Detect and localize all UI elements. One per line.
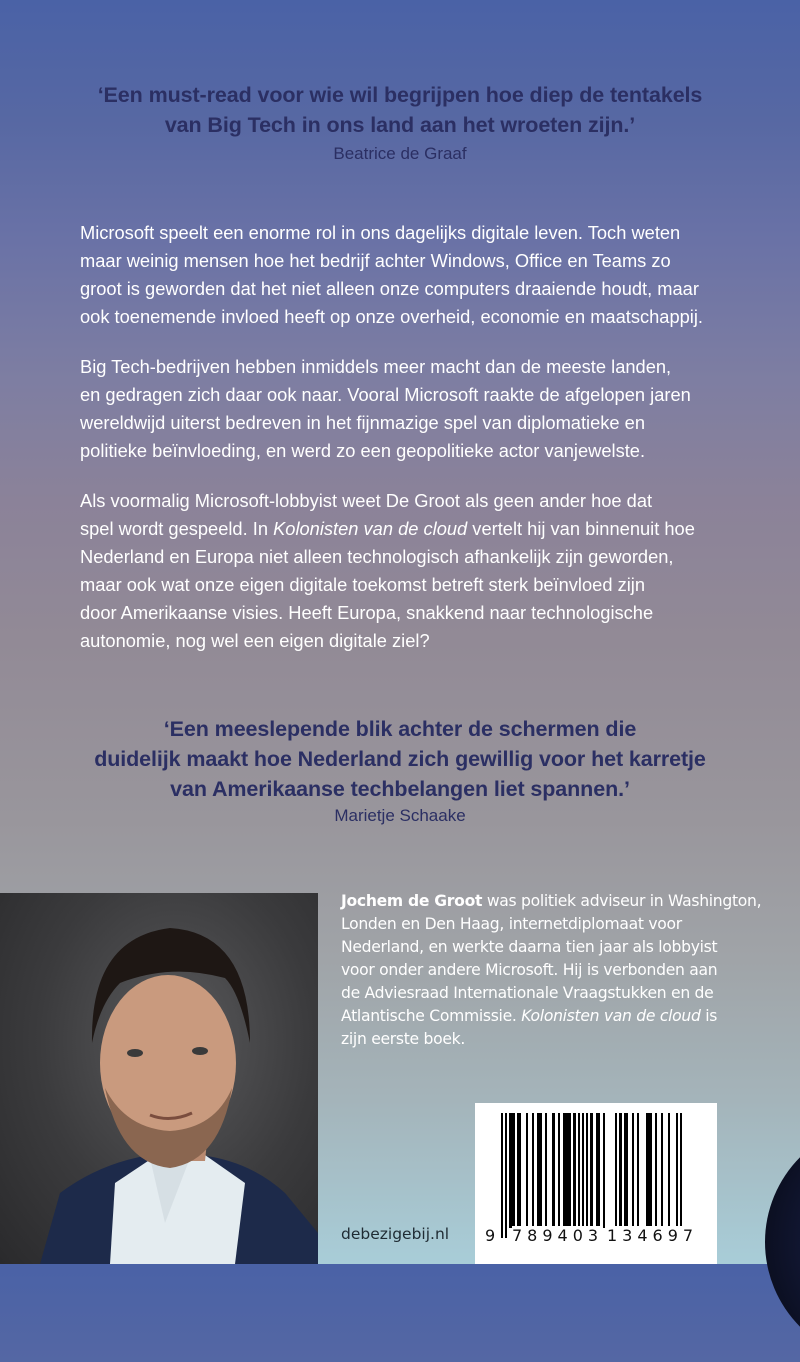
text-line: groot is geworden dat het niet alleen onze computers draaiende houdt, maar <box>80 278 699 299</box>
text-line: de Adviesraad Internationale Vraagstukken en de <box>341 984 714 1002</box>
bottom-quote-attribution: Marietje Schaake <box>334 806 466 825</box>
book-title: Kolonisten van de cloud <box>273 518 468 539</box>
blurb-paragraph-3 <box>80 487 730 655</box>
quote-line: ‘Een must-read voor wie wil begrijpen hoe diep de tentakels <box>97 83 703 107</box>
quote-line: ‘Een meeslepende blik achter de schermen die <box>163 717 637 741</box>
author-bio <box>341 890 761 1051</box>
text-line: Nederland en Europa niet alleen technologisch afhankelijk zijn geworden, <box>80 546 674 567</box>
text-line: Nederland, en werkte daarna tien jaar als lobbyist <box>341 938 718 956</box>
text-line <box>80 515 730 543</box>
text-line: Big Tech-bedrijven hebben inmiddels meer macht dan de meeste landen, <box>80 356 672 377</box>
barcode-bars <box>493 1113 699 1238</box>
quote-line: van Big Tech in ons land aan het wroeten zijn.’ <box>164 113 636 137</box>
text-segment: is <box>700 1007 718 1025</box>
isbn-barcode <box>475 1103 717 1264</box>
text-line: en gedragen zich daar ook naar. Vooral Microsoft raakte de afgelopen jaren <box>80 384 691 405</box>
text-segment: spel wordt gespeeld. In <box>80 518 274 539</box>
text-line: door Amerikaanse visies. Heeft Europa, snakkend naar technologische <box>80 602 654 623</box>
text-line: Londen en Den Haag, internetdiplomaat voor <box>341 915 682 933</box>
text-line: voor onder andere Microsoft. Hij is verbonden aan <box>341 961 718 979</box>
text-segment: vertelt hij van binnenuit hoe <box>467 518 695 539</box>
book-title: Kolonisten van de cloud <box>521 1007 701 1025</box>
text-line: Als voormalig Microsoft-lobbyist weet De Groot als geen ander hoe dat <box>80 490 653 511</box>
blurb-paragraph-2 <box>80 353 730 465</box>
author-name: Jochem de Groot <box>341 892 483 910</box>
quote-line: duidelijk maakt hoe Nederland zich gewillig voor het karretje <box>94 747 706 771</box>
isbn-group-1: 789403 <box>512 1226 604 1245</box>
text-line <box>341 1005 761 1028</box>
text-line: zijn eerste boek. <box>341 1030 465 1048</box>
top-quote-attribution: Beatrice de Graaf <box>333 144 467 163</box>
text-line: autonomie, nog wel een eigen digitale ziel? <box>80 630 430 651</box>
publisher-website: debezigebij.nl <box>341 1225 450 1243</box>
text-line <box>341 890 761 913</box>
text-line: ook toenemende invloed heeft op onze overheid, economie en maatschappij. <box>80 306 703 327</box>
isbn-group-2: 134697 <box>607 1226 699 1245</box>
decorative-dark-circle <box>765 1122 800 1362</box>
text-line: Microsoft speelt een enorme rol in ons dagelijks digitale leven. Toch weten <box>80 222 681 243</box>
text-segment: Atlantische Commissie. <box>341 1007 522 1025</box>
bottom-endorsement-quote <box>0 714 800 804</box>
blurb-paragraph-1 <box>80 219 730 331</box>
text-segment: was politiek adviseur in Washington, <box>482 892 762 910</box>
text-line: maar ook wat onze eigen digitale toekomst betreft sterk beïnvloed zijn <box>80 574 645 595</box>
text-line: politieke beïnvloeding, en werd zo een geopolitieke actor vanjewelste. <box>80 440 646 461</box>
text-line: maar weinig mensen hoe het bedrijf achter Windows, Office en Teams zo <box>80 250 671 271</box>
text-line: wereldwijd uiterst bedreven in het fijnmazige spel van diplomatieke en <box>80 412 645 433</box>
isbn-first-digit: 9 <box>485 1226 501 1245</box>
quote-line: van Amerikaanse techbelangen liet spannen.’ <box>170 777 630 801</box>
portrait-illustration <box>0 893 318 1264</box>
author-photo <box>0 893 318 1264</box>
top-endorsement-quote <box>0 80 800 140</box>
